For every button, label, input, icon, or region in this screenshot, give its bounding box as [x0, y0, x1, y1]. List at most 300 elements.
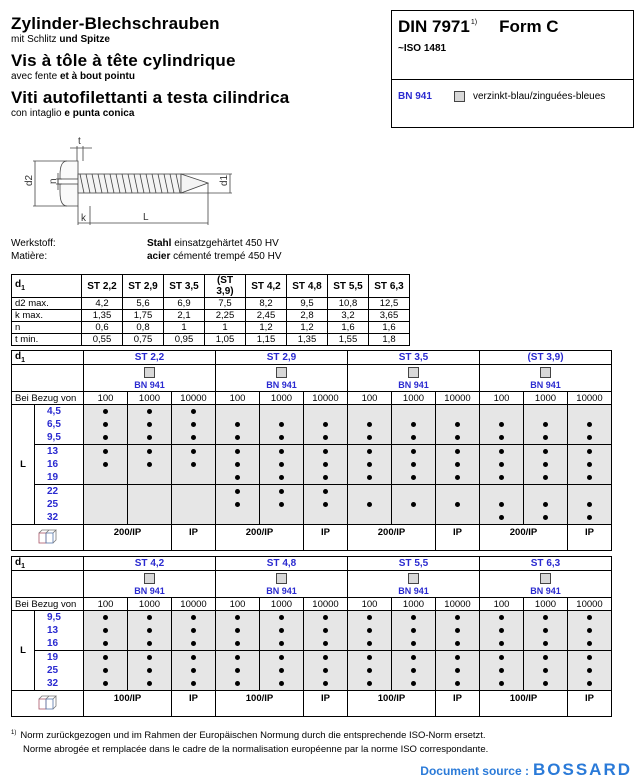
size-header: (ST 3,9) [205, 275, 246, 298]
availability-cell [436, 611, 480, 625]
dimension-value: 1,35 [82, 310, 123, 322]
availability-cell [172, 637, 216, 651]
availability-cell [568, 445, 612, 459]
availability-cell [84, 664, 128, 677]
size-header: ST 5,5 [348, 557, 480, 571]
availability-cell [436, 431, 480, 445]
availability-table-1 [11, 350, 612, 551]
available-dot-icon [543, 628, 548, 633]
available-dot-icon [191, 668, 196, 673]
row-label: n [12, 322, 82, 334]
available-dot-icon [191, 628, 196, 633]
subtitle-de: mit Schlitz und Spitze [11, 34, 110, 45]
availability-table-2 [11, 556, 612, 717]
availability-cell [568, 651, 612, 665]
available-dot-icon [323, 435, 328, 440]
dimension-value: 8,2 [246, 298, 287, 310]
availability-cell [392, 418, 436, 431]
available-dot-icon [587, 449, 592, 454]
dimension-value: 1,8 [369, 334, 410, 346]
availability-cell [216, 651, 260, 665]
dimension-value: 1 [205, 322, 246, 334]
availability-cell [436, 445, 480, 459]
quantity-row [12, 598, 612, 611]
availability-cell [304, 431, 348, 445]
size-header: ST 2,9 [216, 351, 348, 365]
availability-cell [480, 418, 524, 431]
dimension-value: 12,5 [369, 298, 410, 310]
availability-cell [260, 418, 304, 431]
dimension-value: 9,5 [287, 298, 328, 310]
availability-cell [172, 458, 216, 471]
length-row [12, 677, 612, 691]
availability-cell [216, 498, 260, 511]
availability-cell [568, 664, 612, 677]
availability-cell [568, 485, 612, 499]
length-value: 19 [35, 651, 84, 665]
availability-cell [436, 664, 480, 677]
availability-cell [304, 498, 348, 511]
availability-cell [128, 485, 172, 499]
size-header-row [12, 557, 612, 571]
size-header: ST 3,5 [348, 351, 480, 365]
dimension-value: 1,6 [369, 322, 410, 334]
available-dot-icon [411, 668, 416, 673]
packaging-unit: IP [436, 691, 480, 717]
quantity-header: 10000 [172, 392, 216, 405]
availability-cell [392, 651, 436, 665]
available-dot-icon [411, 422, 416, 427]
quantity-header: 10000 [568, 392, 612, 405]
size-header: ST 5,5 [328, 275, 369, 298]
availability-cell [348, 405, 392, 419]
bn-label: BN 941 [398, 586, 429, 596]
available-dot-icon [543, 668, 548, 673]
available-dot-icon [103, 641, 108, 646]
box-icon [36, 528, 60, 544]
availability-cell [304, 418, 348, 431]
length-row [12, 445, 612, 459]
availability-cell [172, 498, 216, 511]
availability-cell [524, 664, 568, 677]
finish-cell [348, 365, 480, 392]
availability-cell [128, 498, 172, 511]
quantity-row [12, 392, 612, 405]
available-dot-icon [235, 655, 240, 660]
dimension-value: 1,2 [287, 322, 328, 334]
size-header: ST 4,2 [246, 275, 287, 298]
iso-reference: ~ISO 1481 [398, 43, 447, 54]
bn-label: BN 941 [266, 586, 297, 596]
available-dot-icon [499, 641, 504, 646]
dimensions-row [12, 334, 410, 346]
packaging-unit: 100/IP [84, 691, 172, 717]
row-label: d2 max. [12, 298, 82, 310]
availability-cell [436, 624, 480, 637]
availability-cell [304, 624, 348, 637]
label-d2: d2 [24, 174, 35, 186]
availability-cell [436, 651, 480, 665]
packaging-unit: 200/IP [480, 525, 568, 551]
availability-cell [392, 471, 436, 485]
available-dot-icon [367, 435, 372, 440]
available-dot-icon [279, 449, 284, 454]
packaging-unit: 200/IP [84, 525, 172, 551]
quantity-header: 100 [84, 598, 128, 611]
available-dot-icon [147, 668, 152, 673]
screw-tip [181, 174, 208, 193]
available-dot-icon [279, 615, 284, 620]
availability-cell [436, 418, 480, 431]
availability-cell [84, 445, 128, 459]
finish-label: verzinkt-blau/zinguées-bleues [473, 91, 606, 102]
availability-cell [128, 511, 172, 525]
available-dot-icon [235, 502, 240, 507]
dimension-value: 7,5 [205, 298, 246, 310]
availability-cell [304, 677, 348, 691]
available-dot-icon [367, 655, 372, 660]
available-dot-icon [499, 475, 504, 480]
dimension-value: 0,55 [82, 334, 123, 346]
material-row-fr: Matière: acier cémenté trempé 450 HV [11, 251, 282, 262]
available-dot-icon [103, 655, 108, 660]
availability-cell [480, 511, 524, 525]
size-header: ST 6,3 [480, 557, 612, 571]
available-dot-icon [235, 475, 240, 480]
length-value: 16 [35, 458, 84, 471]
title-fr: Vis à tôle à tête cylindrique [11, 51, 236, 70]
dimension-value: 6,9 [164, 298, 205, 310]
availability-cell [436, 485, 480, 499]
title-block [11, 14, 289, 119]
size-header: ST 6,3 [369, 275, 410, 298]
available-dot-icon [147, 628, 152, 633]
availability-cell [304, 405, 348, 419]
d1-header: $d_1$ [12, 351, 84, 365]
availability-cell [524, 498, 568, 511]
available-dot-icon [147, 641, 152, 646]
finish-swatch-icon [408, 367, 419, 378]
quantity-header: 1000 [260, 598, 304, 611]
finish-swatch-icon [276, 367, 287, 378]
label-n: n [48, 178, 59, 184]
available-dot-icon [499, 628, 504, 633]
availability-cell [480, 664, 524, 677]
availability-cell [304, 611, 348, 625]
size-header: ST 4,8 [287, 275, 328, 298]
label-t: t [78, 136, 81, 147]
finish-swatch-icon [276, 573, 287, 584]
available-dot-icon [587, 435, 592, 440]
available-dot-icon [279, 641, 284, 646]
finish-cell [348, 571, 480, 598]
available-dot-icon [235, 462, 240, 467]
available-dot-icon [411, 462, 416, 467]
availability-cell [348, 611, 392, 625]
available-dot-icon [587, 462, 592, 467]
availability-cell [524, 418, 568, 431]
available-dot-icon [323, 462, 328, 467]
availability-cell [216, 471, 260, 485]
available-dot-icon [323, 475, 328, 480]
availability-cell [260, 405, 304, 419]
row-label: t min. [12, 334, 82, 346]
length-value: 16 [35, 637, 84, 651]
available-dot-icon [455, 628, 460, 633]
availability-cell [304, 458, 348, 471]
packaging-unit: IP [172, 691, 216, 717]
availability-cell [84, 637, 128, 651]
length-row [12, 651, 612, 665]
available-dot-icon [543, 502, 548, 507]
availability-cell [480, 485, 524, 499]
quantity-header: 1000 [260, 392, 304, 405]
dimension-value: 0,75 [123, 334, 164, 346]
bn-label: BN 941 [266, 380, 297, 390]
packaging-unit: 100/IP [216, 691, 304, 717]
quantity-header: 100 [348, 392, 392, 405]
available-dot-icon [235, 449, 240, 454]
availability-cell [304, 651, 348, 665]
available-dot-icon [543, 462, 548, 467]
available-dot-icon [587, 502, 592, 507]
bn-label: BN 941 [530, 380, 561, 390]
dimension-value: 1,2 [246, 322, 287, 334]
availability-cell [568, 637, 612, 651]
available-dot-icon [411, 449, 416, 454]
available-dot-icon [323, 668, 328, 673]
dimension-value: 0,6 [82, 322, 123, 334]
packaging-unit: IP [568, 691, 612, 717]
packaging-row [12, 525, 612, 551]
availability-cell [84, 458, 128, 471]
availability-cell [216, 445, 260, 459]
length-value: 9,5 [35, 431, 84, 445]
available-dot-icon [323, 615, 328, 620]
availability-cell [260, 458, 304, 471]
available-dot-icon [411, 435, 416, 440]
finish-swatch-icon [144, 573, 155, 584]
available-dot-icon [279, 462, 284, 467]
length-value: 13 [35, 445, 84, 459]
availability-cell [524, 445, 568, 459]
quantity-header: 100 [480, 598, 524, 611]
din-title: DIN 7971$^{1)}$ Form C [398, 17, 559, 36]
availability-cell [84, 511, 128, 525]
availability-cell [524, 511, 568, 525]
availability-cell [568, 624, 612, 637]
available-dot-icon [103, 668, 108, 673]
availability-cell [128, 405, 172, 419]
available-dot-icon [323, 502, 328, 507]
quantity-header: 100 [84, 392, 128, 405]
availability-cell [128, 624, 172, 637]
availability-cell [172, 471, 216, 485]
availability-cell [216, 624, 260, 637]
quantity-header: 10000 [568, 598, 612, 611]
availability-cell [480, 471, 524, 485]
available-dot-icon [543, 515, 548, 520]
available-dot-icon [411, 655, 416, 660]
available-dot-icon [455, 462, 460, 467]
quantity-header: 1000 [128, 392, 172, 405]
available-dot-icon [455, 641, 460, 646]
dimension-value: 1 [164, 322, 205, 334]
availability-cell [480, 611, 524, 625]
availability-cell [172, 405, 216, 419]
availability-cell [348, 511, 392, 525]
availability-cell [304, 637, 348, 651]
available-dot-icon [323, 422, 328, 427]
dimension-value: 1,75 [123, 310, 164, 322]
availability-cell [172, 445, 216, 459]
available-dot-icon [543, 655, 548, 660]
availability-cell [436, 677, 480, 691]
document-source: Document source : BOSSARD [420, 760, 632, 779]
availability-cell [84, 471, 128, 485]
available-dot-icon [543, 435, 548, 440]
L-label: L [12, 405, 35, 525]
length-row [12, 485, 612, 499]
length-row [12, 498, 612, 511]
available-dot-icon [587, 422, 592, 427]
availability-cell [348, 471, 392, 485]
availability-cell [348, 637, 392, 651]
availability-cell [172, 418, 216, 431]
availability-cell [128, 664, 172, 677]
length-value: 22 [35, 485, 84, 499]
available-dot-icon [587, 628, 592, 633]
finish-cell [480, 365, 612, 392]
available-dot-icon [235, 681, 240, 686]
available-dot-icon [323, 449, 328, 454]
available-dot-icon [323, 489, 328, 494]
finish-cell [216, 571, 348, 598]
length-value: 25 [35, 498, 84, 511]
packaging-row [12, 691, 612, 717]
availability-cell [84, 405, 128, 419]
title-de: Zylinder-Blechschrauben [11, 14, 220, 33]
available-dot-icon [191, 462, 196, 467]
availability-cell [84, 611, 128, 625]
available-dot-icon [191, 449, 196, 454]
finish-swatch-icon [540, 367, 551, 378]
dimension-value: 5,6 [123, 298, 164, 310]
availability-cell [392, 677, 436, 691]
quantity-header: 1000 [524, 392, 568, 405]
size-header: ST 2,2 [84, 351, 216, 365]
available-dot-icon [587, 655, 592, 660]
availability-cell [392, 485, 436, 499]
quantity-header: 100 [216, 598, 260, 611]
availability-cell [128, 471, 172, 485]
availability-cell [392, 458, 436, 471]
size-header: (ST 3,9) [480, 351, 612, 365]
available-dot-icon [279, 489, 284, 494]
length-row [12, 458, 612, 471]
availability-cell [260, 445, 304, 459]
available-dot-icon [191, 435, 196, 440]
quantity-header: 10000 [304, 598, 348, 611]
available-dot-icon [543, 449, 548, 454]
quantity-header: 10000 [436, 598, 480, 611]
available-dot-icon [587, 475, 592, 480]
length-value: 32 [35, 511, 84, 525]
availability-cell [480, 445, 524, 459]
availability-cell [524, 637, 568, 651]
available-dot-icon [367, 449, 372, 454]
box-icon [36, 694, 60, 710]
packaging-unit: IP [436, 525, 480, 551]
available-dot-icon [455, 655, 460, 660]
dimensions-table [11, 274, 410, 346]
available-dot-icon [103, 422, 108, 427]
available-dot-icon [279, 628, 284, 633]
availability-cell [172, 431, 216, 445]
finish-swatch-icon [540, 573, 551, 584]
available-dot-icon [499, 435, 504, 440]
available-dot-icon [103, 628, 108, 633]
available-dot-icon [103, 681, 108, 686]
availability-cell [568, 458, 612, 471]
available-dot-icon [279, 681, 284, 686]
availability-cell [348, 664, 392, 677]
d1-header: $d_1$ [12, 275, 82, 298]
availability-cell [392, 445, 436, 459]
availability-cell [304, 445, 348, 459]
available-dot-icon [499, 655, 504, 660]
availability-cell [436, 405, 480, 419]
available-dot-icon [455, 668, 460, 673]
available-dot-icon [587, 668, 592, 673]
availability-cell [348, 458, 392, 471]
availability-cell [128, 458, 172, 471]
available-dot-icon [543, 615, 548, 620]
length-row [12, 471, 612, 485]
dimension-value: 2,1 [164, 310, 205, 322]
length-value: 13 [35, 624, 84, 637]
availability-cell [260, 485, 304, 499]
screw-drawing [10, 128, 240, 228]
size-header: ST 2,2 [82, 275, 123, 298]
finish-row [12, 365, 612, 392]
available-dot-icon [279, 422, 284, 427]
availability-cell [216, 405, 260, 419]
available-dot-icon [499, 502, 504, 507]
availability-cell [84, 498, 128, 511]
availability-cell [480, 458, 524, 471]
packaging-unit: IP [304, 525, 348, 551]
quantity-header: 10000 [436, 392, 480, 405]
availability-cell [436, 471, 480, 485]
length-row [12, 624, 612, 637]
availability-cell [172, 611, 216, 625]
available-dot-icon [367, 681, 372, 686]
finish-cell [84, 365, 216, 392]
quantity-header: 100 [348, 598, 392, 611]
finish-cell [84, 571, 216, 598]
length-row [12, 664, 612, 677]
dimension-value: 1,15 [246, 334, 287, 346]
availability-cell [260, 498, 304, 511]
subtitle-fr: avec fente et à bout pointu [11, 71, 135, 82]
available-dot-icon [235, 668, 240, 673]
label-k: k [81, 213, 86, 224]
available-dot-icon [367, 668, 372, 673]
availability-cell [260, 511, 304, 525]
availability-cell [216, 458, 260, 471]
availability-cell [128, 651, 172, 665]
